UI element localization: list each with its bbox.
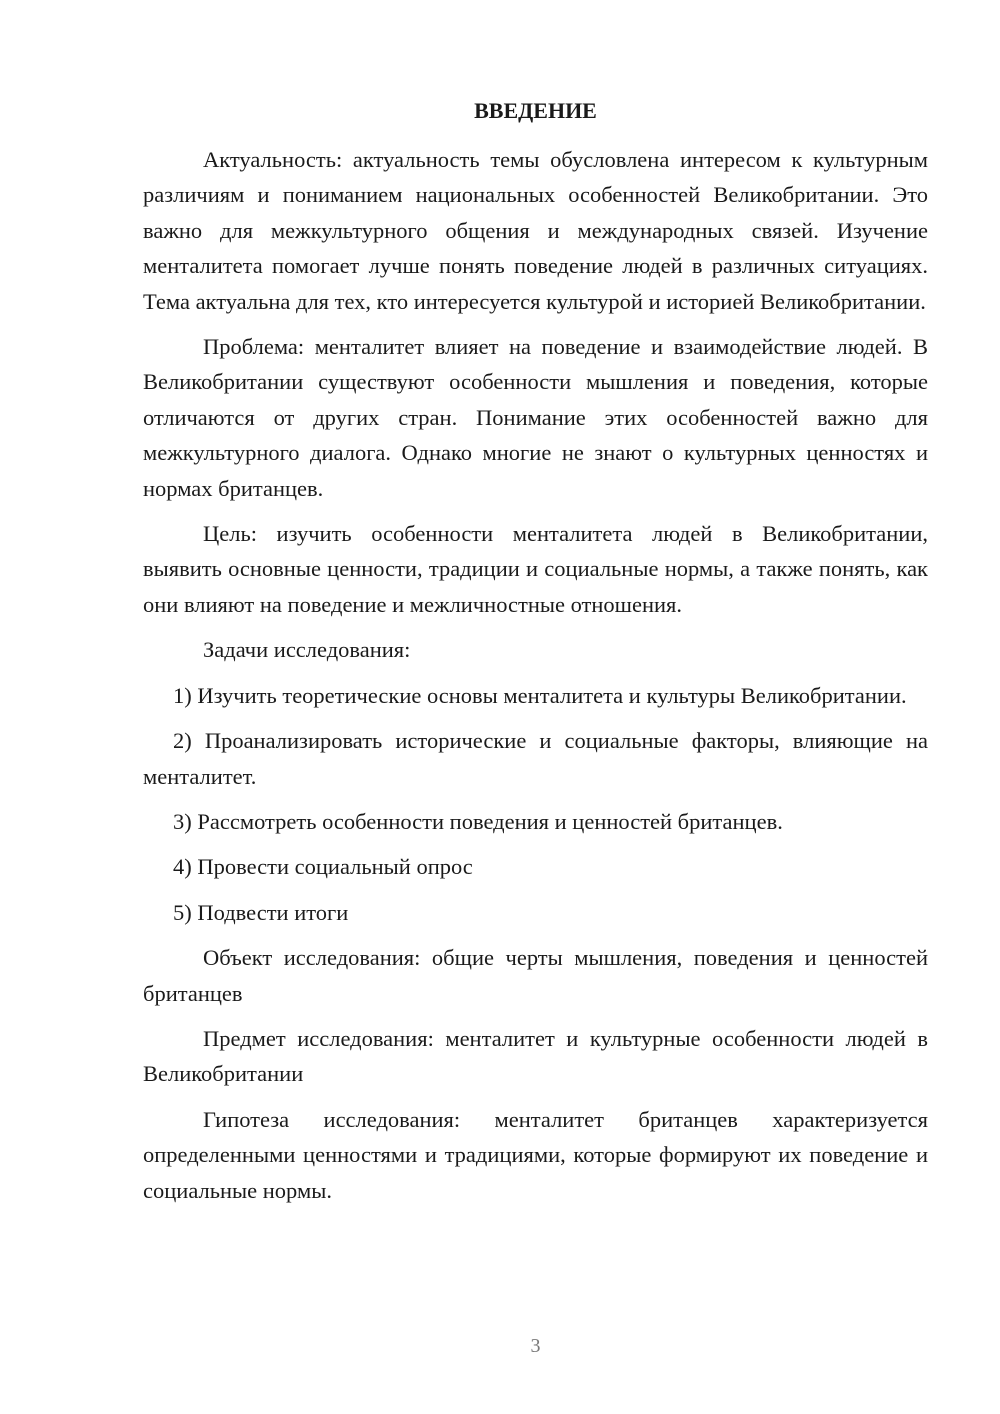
task-item-5: 5) Подвести итоги [173, 899, 349, 925]
paragraph-hypothesis: Гипотеза исследования: менталитет британцев характеризуется определенными ценностями и традициями, которые формируют их поведение и социальные нормы. [143, 1106, 928, 1203]
paragraph-tasks-heading: Задачи исследования: [203, 637, 411, 663]
page-number: 3 [530, 1335, 541, 1357]
paragraph-problem: Проблема: менталитет влияет на поведение и взаимодействие людей. В Великобритании существуют особенности мышления и поведения, которые отличаются от других стран. Понимание этих особенностей важно для межкультурного диалога. Однако многие не знают о культурных ценностях и нормах британцев. [143, 334, 928, 501]
section-title: ВВЕДЕНИЕ [474, 98, 597, 123]
paragraph-subject: Предмет исследования: менталитет и культурные особенности людей в Великобритании [143, 1025, 928, 1087]
task-item-3: 3) Рассмотреть особенности поведения и ценностей британцев. [173, 808, 783, 834]
paragraph-object: Объект исследования: общие черты мышления, поведения и ценностей британцев [143, 945, 928, 1006]
paragraph-relevance: Актуальность: актуальность темы обусловлена интересом к культурным различиям и пониманием национальных особенностей Великобритании. Это важно для межкультурного общения и международных связей. Изучение менталитета помогает лучше понять поведение людей в различных ситуациях. Тема актуальна для тех, кто интересуется культурой и историей Великобритании. [143, 147, 928, 314]
task-item-4: 4) Провести социальный опрос [173, 854, 473, 880]
document-page [143, 0, 928, 1414]
paragraph-goal: Цель: изучить особенности менталитета людей в Великобритании, выявить основные ценности, традиции и социальные нормы, а также понять, как они влияют на поведение и межличностные отношения. [143, 521, 928, 617]
document-body [143, 142, 928, 1218]
task-item-2: 2) Проанализировать исторические и социальные факторы, влияющие на менталитет. [143, 728, 928, 789]
task-item-1: 1) Изучить теоретические основы менталитета и культуры Великобритании. [173, 682, 907, 708]
